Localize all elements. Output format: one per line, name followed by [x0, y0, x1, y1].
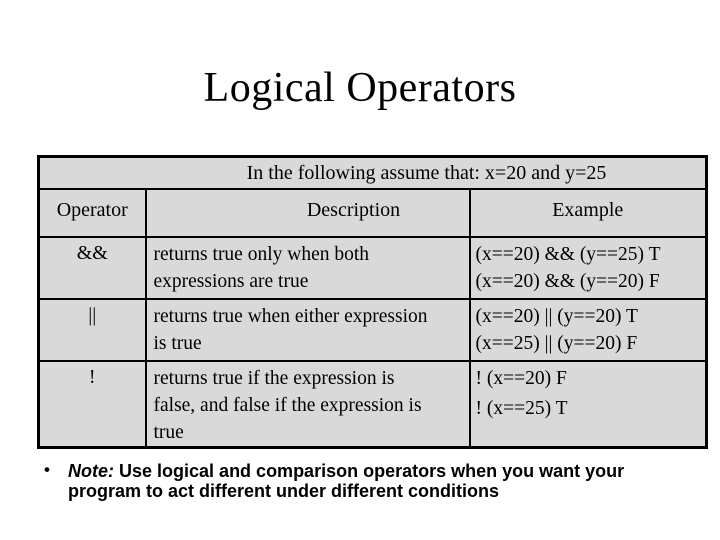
note-label: Note: — [68, 461, 114, 481]
column-header-operator: Operator — [39, 189, 146, 237]
description-line: false, and false if the expression is — [153, 395, 422, 416]
description-line: expressions are true — [153, 271, 309, 292]
operator-cell-and: && — [39, 237, 146, 299]
table-caption-row — [39, 157, 707, 190]
description-cell-and — [146, 237, 470, 299]
bullet-icon: • — [44, 460, 50, 479]
example-cell-or — [470, 299, 707, 361]
operator-cell-not: ! — [39, 361, 146, 448]
description-line: is true — [153, 333, 202, 354]
example-cell-and — [470, 237, 707, 299]
example-line: (x==20) && (y==25) T — [475, 244, 661, 265]
table-caption: In the following assume that: x=20 and y=25 — [39, 157, 707, 190]
note-body: Use logical and comparison operators when you want your program to act different under different conditions — [68, 461, 625, 501]
example-line: (x==20) || (y==20) T — [475, 306, 638, 327]
description-line: true — [153, 422, 184, 443]
example-line: ! (x==20) F — [475, 368, 567, 389]
table-row-and — [39, 237, 707, 299]
example-cell-not — [470, 361, 707, 448]
column-header-description: Description — [146, 189, 470, 237]
slide-title: Logical Operators — [203, 65, 517, 111]
operator-cell-or: || — [39, 299, 146, 361]
description-cell-not — [146, 361, 470, 448]
operators-table — [37, 155, 708, 449]
example-line: (x==25) || (y==20) F — [475, 333, 638, 354]
table-row-or — [39, 299, 707, 361]
table-row-not — [39, 361, 707, 448]
description-line: returns true if the expression is — [153, 368, 395, 389]
example-line: (x==20) && (y==20) F — [475, 271, 660, 292]
table-header-row — [39, 189, 707, 237]
description-line: returns true when either expression — [153, 306, 428, 327]
description-cell-or — [146, 299, 470, 361]
example-line: ! (x==25) T — [475, 398, 568, 419]
note-text — [68, 461, 696, 501]
description-line: returns true only when both — [153, 244, 370, 265]
note — [44, 461, 699, 501]
column-header-example: Example — [470, 189, 707, 237]
